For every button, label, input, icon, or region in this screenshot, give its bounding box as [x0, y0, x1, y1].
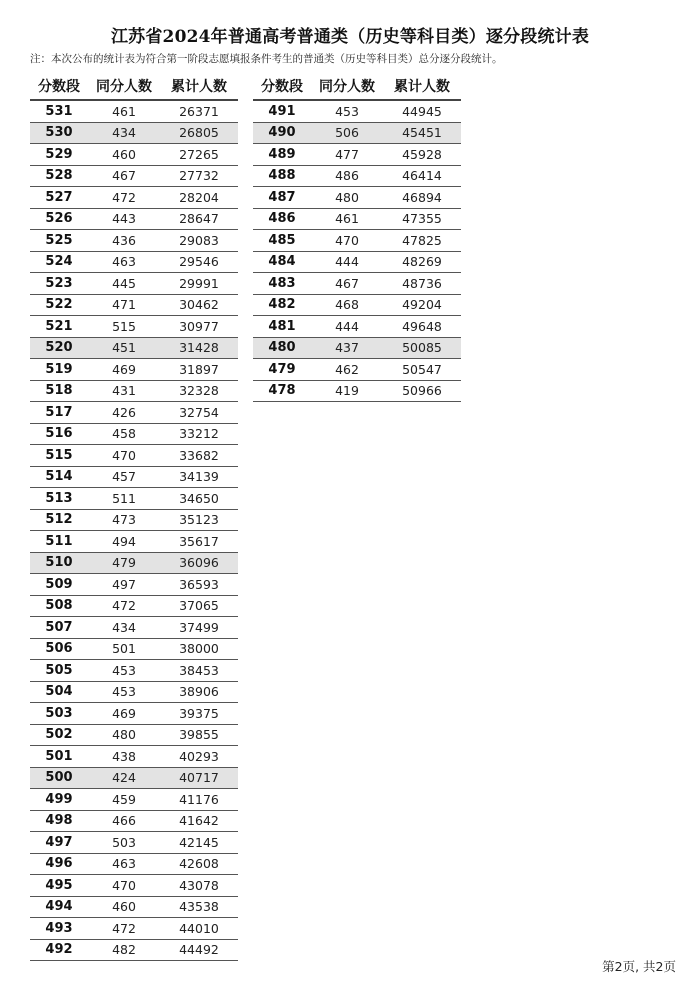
score-cell: 481: [268, 318, 296, 334]
count-cell: 453: [112, 662, 136, 678]
table-row: [253, 252, 461, 274]
table-row: [253, 338, 461, 360]
count-cell: 460: [112, 899, 136, 915]
score-cell: 514: [45, 469, 73, 485]
table-row: [30, 467, 238, 489]
score-cell: 500: [45, 770, 73, 786]
cumulative-cell: 46414: [402, 168, 442, 184]
table-header: [253, 72, 461, 101]
table-row: [30, 402, 238, 424]
table-row: [30, 510, 238, 532]
cumulative-cell: 35617: [179, 533, 219, 549]
count-cell: 426: [112, 404, 136, 420]
table-row: [30, 445, 238, 467]
score-cell: 529: [45, 146, 73, 162]
cumulative-cell: 31897: [179, 361, 219, 377]
cumulative-cell: 32754: [179, 404, 219, 420]
cumulative-cell: 42608: [179, 856, 219, 872]
count-cell: 437: [335, 340, 359, 356]
table-row: [253, 230, 461, 252]
count-cell: 462: [335, 361, 359, 377]
header-count: 同分人数: [96, 78, 152, 95]
table-row: [253, 144, 461, 166]
table-row: [30, 123, 238, 145]
table-body: [30, 101, 238, 961]
cumulative-cell: 27265: [179, 146, 219, 162]
table-row: [30, 359, 238, 381]
header-cumulative: 累计人数: [394, 78, 450, 95]
count-cell: 480: [335, 189, 359, 205]
table-row: [30, 768, 238, 790]
cumulative-cell: 44492: [179, 942, 219, 958]
score-cell: 520: [45, 340, 73, 356]
table-row: [253, 187, 461, 209]
cumulative-cell: 43078: [179, 877, 219, 893]
count-cell: 473: [112, 512, 136, 528]
table-row: [30, 617, 238, 639]
table-row: [253, 316, 461, 338]
score-cell: 512: [45, 512, 73, 528]
score-cell: 484: [268, 254, 296, 270]
table-row: [30, 381, 238, 403]
score-table-left: [30, 72, 238, 961]
cumulative-cell: 28204: [179, 189, 219, 205]
count-cell: 470: [335, 232, 359, 248]
score-cell: 499: [45, 791, 73, 807]
count-cell: 424: [112, 770, 136, 786]
count-cell: 470: [112, 447, 136, 463]
score-cell: 486: [268, 211, 296, 227]
table-row: [30, 488, 238, 510]
count-cell: 497: [112, 576, 136, 592]
count-cell: 459: [112, 791, 136, 807]
score-cell: 518: [45, 383, 73, 399]
count-cell: 470: [112, 877, 136, 893]
score-cell: 515: [45, 447, 73, 463]
count-cell: 419: [335, 383, 359, 399]
page-title: 江苏省2024年普通高考普通类（历史等科目类）逐分段统计表: [110, 27, 590, 47]
score-cell: 493: [45, 920, 73, 936]
count-cell: 468: [335, 297, 359, 313]
table-header: [30, 72, 238, 101]
count-cell: 458: [112, 426, 136, 442]
cumulative-cell: 39375: [179, 705, 219, 721]
score-cell: 522: [45, 297, 73, 313]
cumulative-cell: 41642: [179, 813, 219, 829]
table-row: [253, 273, 461, 295]
cumulative-cell: 50547: [402, 361, 442, 377]
cumulative-cell: 34139: [179, 469, 219, 485]
table-row: [30, 682, 238, 704]
count-cell: 444: [335, 318, 359, 334]
cumulative-cell: 49648: [402, 318, 442, 334]
table-row: [30, 918, 238, 940]
score-cell: 504: [45, 684, 73, 700]
score-cell: 490: [268, 125, 296, 141]
count-cell: 466: [112, 813, 136, 829]
score-cell: 503: [45, 705, 73, 721]
cumulative-cell: 26371: [179, 103, 219, 119]
cumulative-cell: 29546: [179, 254, 219, 270]
table-row: [30, 596, 238, 618]
score-cell: 530: [45, 125, 73, 141]
cumulative-cell: 28647: [179, 211, 219, 227]
count-cell: 434: [112, 619, 136, 635]
count-cell: 480: [112, 727, 136, 743]
count-cell: 506: [335, 125, 359, 141]
cumulative-cell: 46894: [402, 189, 442, 205]
score-cell: 488: [268, 168, 296, 184]
table-row: [253, 101, 461, 123]
count-cell: 494: [112, 533, 136, 549]
score-cell: 513: [45, 490, 73, 506]
cumulative-cell: 35123: [179, 512, 219, 528]
score-cell: 489: [268, 146, 296, 162]
count-cell: 461: [335, 211, 359, 227]
score-cell: 492: [45, 942, 73, 958]
cumulative-cell: 40717: [179, 770, 219, 786]
score-cell: 495: [45, 877, 73, 893]
cumulative-cell: 39855: [179, 727, 219, 743]
count-cell: 431: [112, 383, 136, 399]
table-row: [30, 316, 238, 338]
table-row: [30, 574, 238, 596]
cumulative-cell: 36096: [179, 555, 219, 571]
score-cell: 487: [268, 189, 296, 205]
count-cell: 471: [112, 297, 136, 313]
score-cell: 496: [45, 856, 73, 872]
count-cell: 472: [112, 598, 136, 614]
table-row: [30, 725, 238, 747]
table-row: [30, 101, 238, 123]
count-cell: 469: [112, 361, 136, 377]
count-cell: 503: [112, 834, 136, 850]
table-row: [253, 295, 461, 317]
table-row: [30, 811, 238, 833]
count-cell: 463: [112, 856, 136, 872]
score-cell: 502: [45, 727, 73, 743]
cumulative-cell: 40293: [179, 748, 219, 764]
score-cell: 501: [45, 748, 73, 764]
score-cell: 480: [268, 340, 296, 356]
cumulative-cell: 38000: [179, 641, 219, 657]
score-cell: 516: [45, 426, 73, 442]
score-cell: 491: [268, 103, 296, 119]
count-cell: 453: [112, 684, 136, 700]
score-cell: 521: [45, 318, 73, 334]
score-cell: 526: [45, 211, 73, 227]
cumulative-cell: 48269: [402, 254, 442, 270]
count-cell: 467: [335, 275, 359, 291]
cumulative-cell: 37499: [179, 619, 219, 635]
count-cell: 477: [335, 146, 359, 162]
score-cell: 527: [45, 189, 73, 205]
cumulative-cell: 47355: [402, 211, 442, 227]
score-cell: 497: [45, 834, 73, 850]
score-cell: 511: [45, 533, 73, 549]
score-cell: 524: [45, 254, 73, 270]
score-cell: 519: [45, 361, 73, 377]
score-cell: 528: [45, 168, 73, 184]
cumulative-cell: 33212: [179, 426, 219, 442]
count-cell: 445: [112, 275, 136, 291]
score-cell: 506: [45, 641, 73, 657]
table-row: [30, 166, 238, 188]
cumulative-cell: 26805: [179, 125, 219, 141]
count-cell: 472: [112, 920, 136, 936]
score-cell: 478: [268, 383, 296, 399]
cumulative-cell: 31428: [179, 340, 219, 356]
table-row: [30, 144, 238, 166]
score-cell: 508: [45, 598, 73, 614]
cumulative-cell: 38906: [179, 684, 219, 700]
table-body: [253, 101, 461, 402]
cumulative-cell: 50085: [402, 340, 442, 356]
count-cell: 451: [112, 340, 136, 356]
count-cell: 434: [112, 125, 136, 141]
cumulative-cell: 37065: [179, 598, 219, 614]
count-cell: 453: [335, 103, 359, 119]
cumulative-cell: 27732: [179, 168, 219, 184]
cumulative-cell: 42145: [179, 834, 219, 850]
table-note: 注：本次公布的统计表为符合第一阶段志愿填报条件考生的普通类（历史等科目类）总分逐分段统计。: [30, 53, 503, 65]
score-cell: 525: [45, 232, 73, 248]
count-cell: 463: [112, 254, 136, 270]
table-row: [253, 381, 461, 403]
table-row: [30, 209, 238, 231]
table-row: [253, 359, 461, 381]
table-row: [30, 832, 238, 854]
score-cell: 483: [268, 275, 296, 291]
count-cell: 461: [112, 103, 136, 119]
table-row: [30, 854, 238, 876]
table-row: [253, 123, 461, 145]
page-number: 第2页, 共2页: [602, 959, 676, 974]
cumulative-cell: 49204: [402, 297, 442, 313]
score-cell: 479: [268, 361, 296, 377]
cumulative-cell: 34650: [179, 490, 219, 506]
count-cell: 486: [335, 168, 359, 184]
score-cell: 482: [268, 297, 296, 313]
score-cell: 509: [45, 576, 73, 592]
table-row: [30, 273, 238, 295]
count-cell: 438: [112, 748, 136, 764]
cumulative-cell: 45451: [402, 125, 442, 141]
score-cell: 498: [45, 813, 73, 829]
count-cell: 469: [112, 705, 136, 721]
cumulative-cell: 43538: [179, 899, 219, 915]
cumulative-cell: 30462: [179, 297, 219, 313]
score-cell: 485: [268, 232, 296, 248]
score-cell: 505: [45, 662, 73, 678]
cumulative-cell: 30977: [179, 318, 219, 334]
table-row: [30, 897, 238, 919]
table-row: [30, 639, 238, 661]
table-row: [30, 338, 238, 360]
count-cell: 511: [112, 490, 136, 506]
count-cell: 482: [112, 942, 136, 958]
score-cell: 517: [45, 404, 73, 420]
score-cell: 494: [45, 899, 73, 915]
table-row: [30, 703, 238, 725]
cumulative-cell: 36593: [179, 576, 219, 592]
count-cell: 460: [112, 146, 136, 162]
cumulative-cell: 48736: [402, 275, 442, 291]
header-count: 同分人数: [319, 78, 375, 95]
score-cell: 510: [45, 555, 73, 571]
cumulative-cell: 32328: [179, 383, 219, 399]
header-score: 分数段: [38, 78, 80, 95]
cumulative-cell: 29083: [179, 232, 219, 248]
table-row: [30, 424, 238, 446]
cumulative-cell: 38453: [179, 662, 219, 678]
table-row: [30, 660, 238, 682]
table-row: [30, 553, 238, 575]
table-row: [30, 230, 238, 252]
cumulative-cell: 29991: [179, 275, 219, 291]
table-row: [30, 940, 238, 962]
count-cell: 436: [112, 232, 136, 248]
score-cell: 531: [45, 103, 73, 119]
table-row: [253, 209, 461, 231]
cumulative-cell: 44010: [179, 920, 219, 936]
count-cell: 515: [112, 318, 136, 334]
count-cell: 443: [112, 211, 136, 227]
cumulative-cell: 47825: [402, 232, 442, 248]
count-cell: 457: [112, 469, 136, 485]
cumulative-cell: 50966: [402, 383, 442, 399]
table-row: [30, 531, 238, 553]
table-row: [30, 187, 238, 209]
cumulative-cell: 33682: [179, 447, 219, 463]
table-row: [30, 252, 238, 274]
count-cell: 479: [112, 555, 136, 571]
table-row: [30, 875, 238, 897]
count-cell: 444: [335, 254, 359, 270]
table-row: [30, 789, 238, 811]
table-row: [30, 295, 238, 317]
count-cell: 467: [112, 168, 136, 184]
header-cumulative: 累计人数: [171, 78, 227, 95]
score-cell: 523: [45, 275, 73, 291]
score-table-right: [253, 72, 461, 402]
header-score: 分数段: [261, 78, 303, 95]
cumulative-cell: 41176: [179, 791, 219, 807]
count-cell: 501: [112, 641, 136, 657]
cumulative-cell: 45928: [402, 146, 442, 162]
score-cell: 507: [45, 619, 73, 635]
table-row: [30, 746, 238, 768]
table-row: [253, 166, 461, 188]
count-cell: 472: [112, 189, 136, 205]
cumulative-cell: 44945: [402, 103, 442, 119]
